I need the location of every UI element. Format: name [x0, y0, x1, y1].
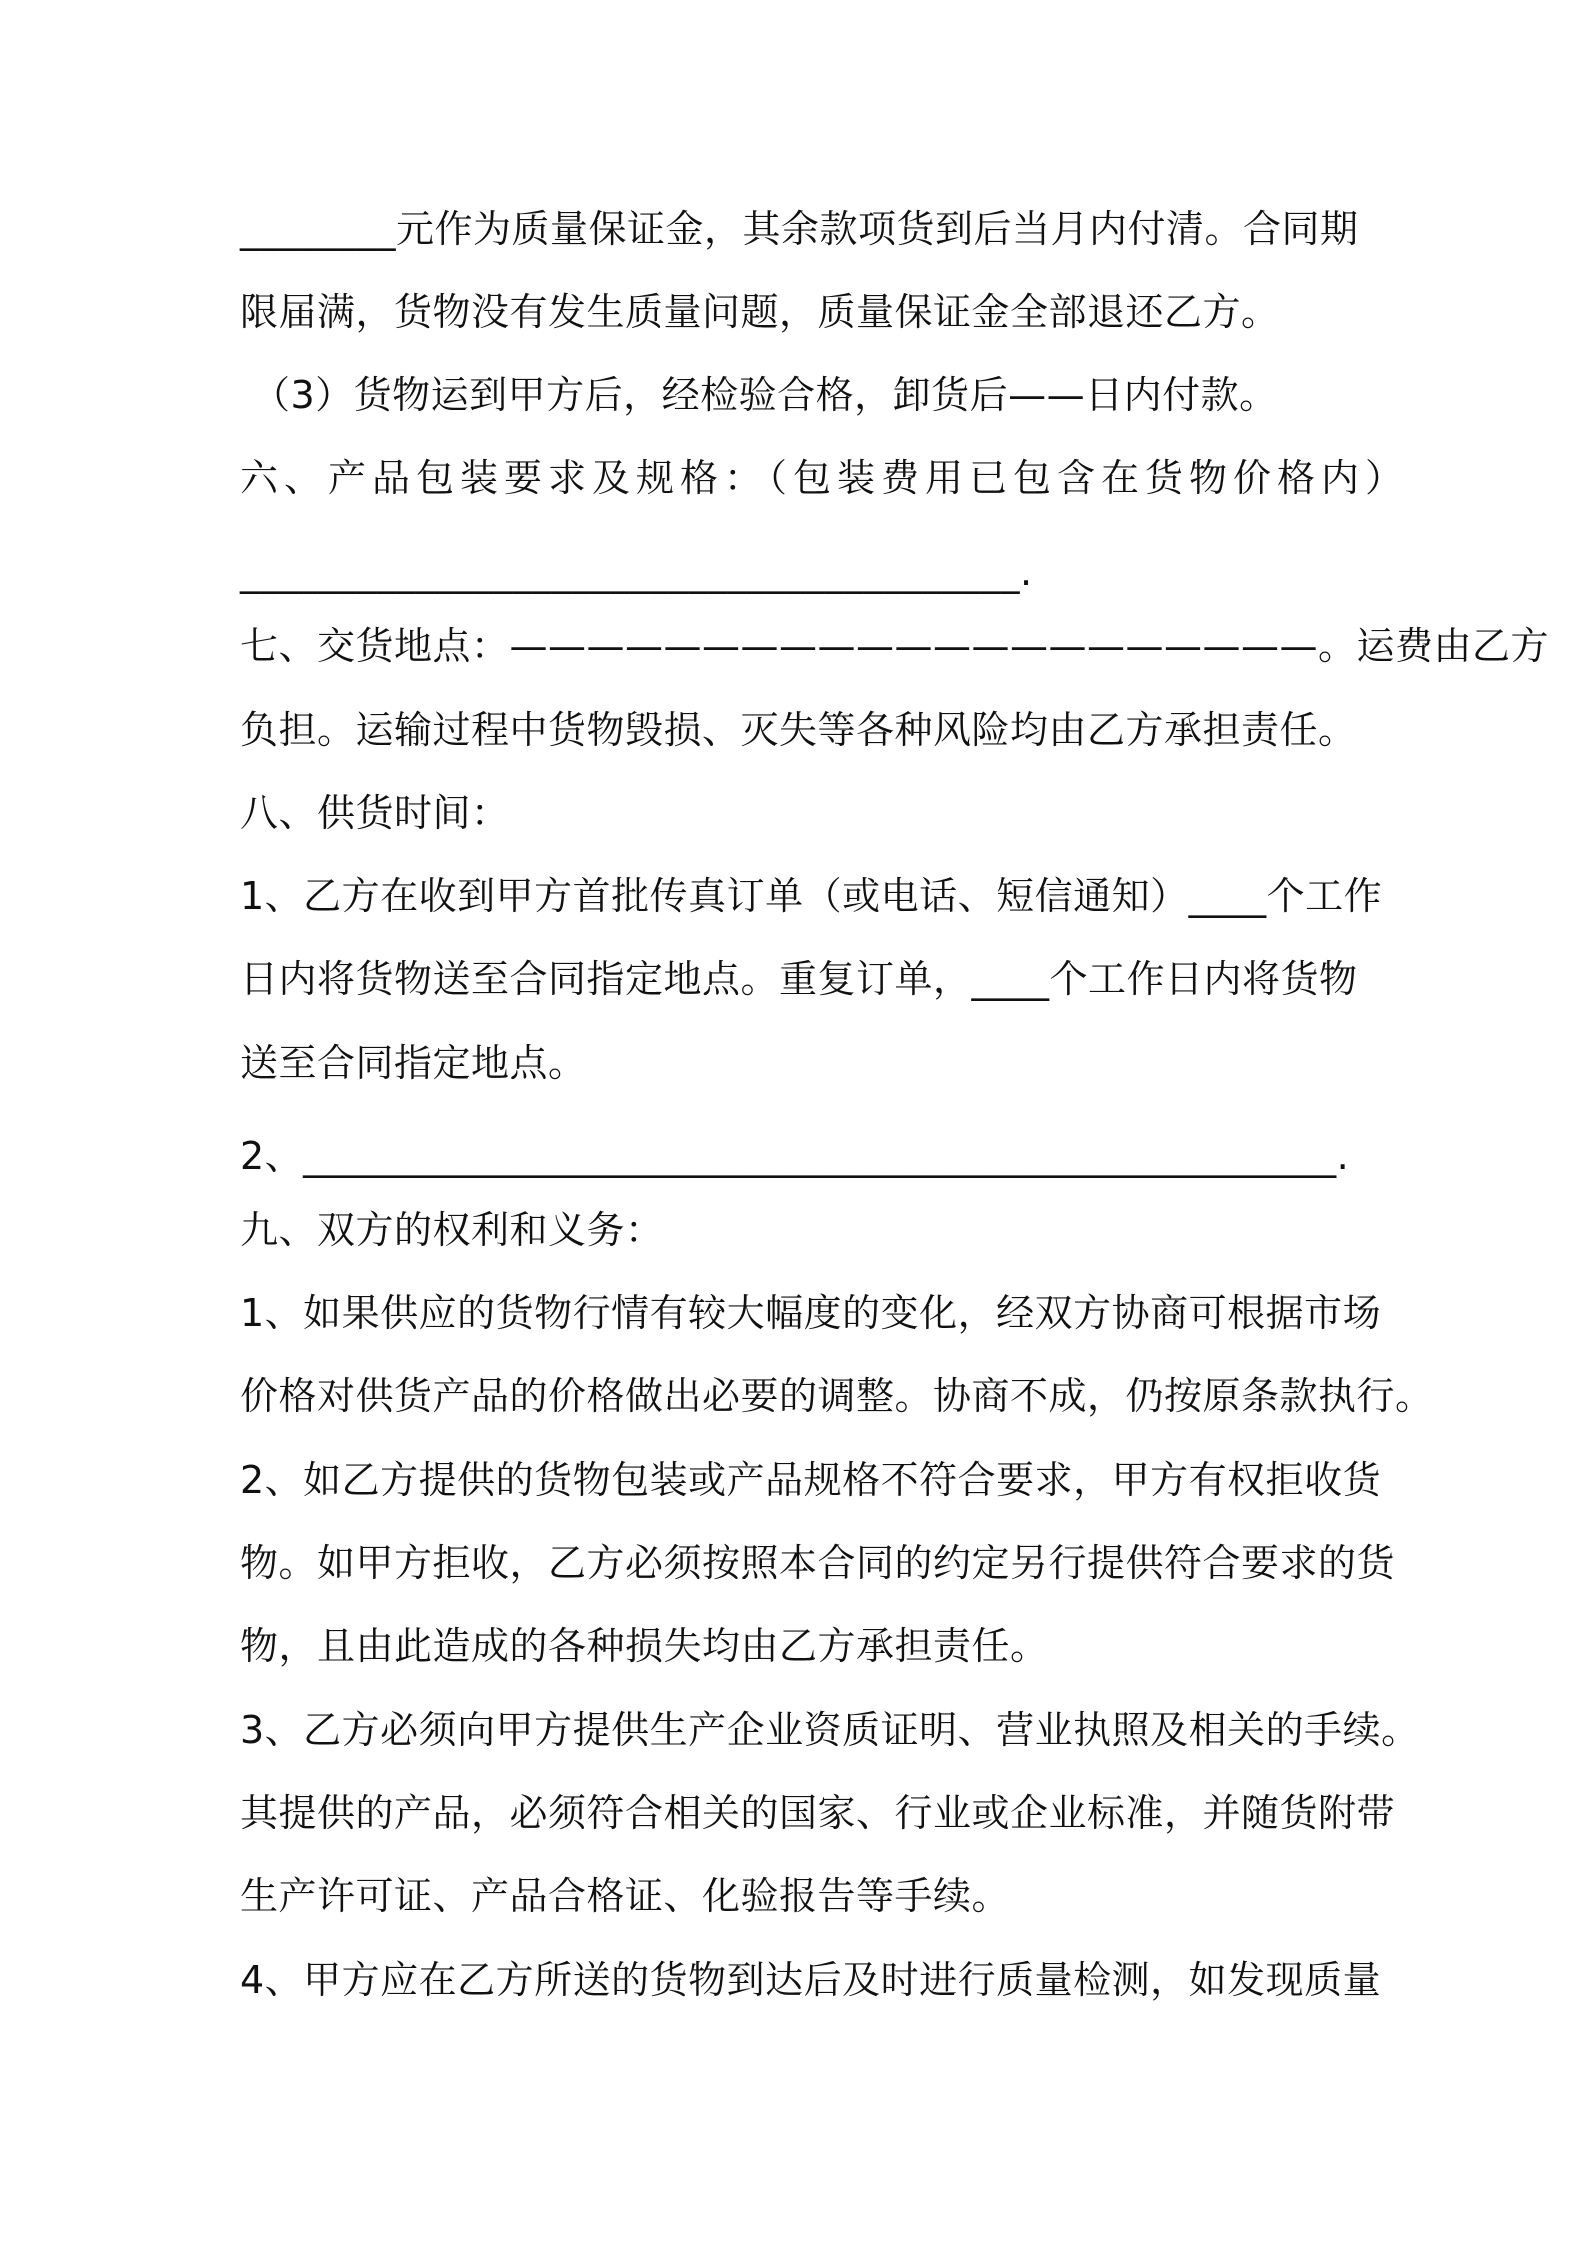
text-line: 生产许可证、产品合格证、化验报告等手续。: [240, 1874, 1011, 1918]
text-line: ________元作为质量保证金，其余款项货到后当月内付清。合同期: [240, 207, 1359, 251]
fill-in-blank: 2、_____________________________________________________.: [240, 1134, 1350, 1178]
text-line: （3）货物运到甲方后，经检验合格，卸货后——日内付款。: [252, 373, 1278, 417]
section-heading: 九、双方的权利和义务：: [240, 1208, 664, 1252]
text-line: 价格对供货产品的价格做出必要的调整。协商不成，仍按原条款执行。: [240, 1374, 1434, 1418]
section-heading: 七、交货地点：—————————————————————。运费由乙方: [240, 624, 1550, 668]
text-line: 1、如果供应的货物行情有较大幅度的变化，经双方协商可根据市场: [240, 1291, 1382, 1335]
text-line: 物，且由此造成的各种损失均由乙方承担责任。: [240, 1624, 1049, 1668]
fill-in-blank: ________________________________________.: [240, 550, 1033, 594]
text-line: 3、乙方必须向甲方提供生产企业资质证明、营业执照及相关的手续。: [240, 1708, 1420, 1752]
text-line: 2、如乙方提供的货物包装或产品规格不符合要求，甲方有权拒收货: [240, 1458, 1382, 1502]
text-line: 其提供的产品，必须符合相关的国家、行业或企业标准，并随货附带: [240, 1791, 1396, 1835]
text-line: 送至合同指定地点。: [240, 1041, 587, 1085]
text-line: 限届满，货物没有发生质量问题，质量保证金全部退还乙方。: [240, 290, 1280, 334]
text-line: 物。如甲方拒收，乙方必须按照本合同的约定另行提供符合要求的货: [240, 1541, 1396, 1585]
text-line: 负担。运输过程中货物毁损、灭失等各种风险均由乙方承担责任。: [240, 708, 1357, 752]
section-heading: 六、产品包装要求及规格：（包装费用已包含在货物价格内）: [240, 456, 1410, 500]
text-line: 4、甲方应在乙方所送的货物到达后及时进行质量检测，如发现质量: [240, 1958, 1382, 2002]
text-line: 1、乙方在收到甲方首批传真订单（或电话、短信通知）____个工作: [240, 874, 1383, 918]
section-heading: 八、供货时间：: [240, 791, 510, 835]
text-line: 日内将货物送至合同指定地点。重复订单，____个工作日内将货物: [240, 957, 1358, 1001]
